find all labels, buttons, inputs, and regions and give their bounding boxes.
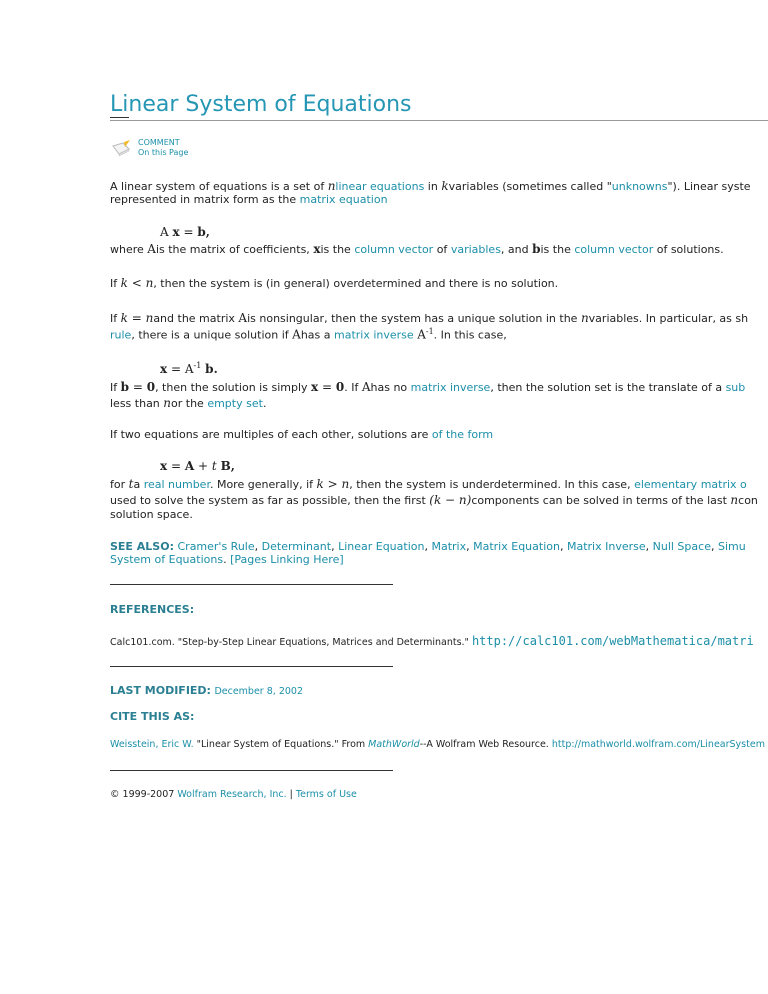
case-multiples: If two equations are multiples of each other, solutions are of the form — [110, 428, 494, 441]
footer: © 1999-2007 Wolfram Research, Inc. | Terms of Use — [110, 789, 357, 800]
title-divider — [110, 120, 768, 121]
mathworld-link[interactable]: MathWorld — [368, 739, 420, 750]
author-link[interactable]: Weisstein, Eric W. — [110, 739, 194, 750]
cite-url-link[interactable]: http://mathworld.wolfram.com/LinearSystem — [551, 739, 765, 750]
link-empty-set[interactable]: empty set — [207, 397, 263, 410]
cite-text: Weisstein, Eric W. "Linear System of Equations." From MathWorld--A Wolfram Web Resource. http://mathworld.wolfram.com/LinearSystem — [110, 739, 765, 750]
link-matrix-inverse-2[interactable]: matrix inverse — [410, 381, 491, 394]
reference-item: Calc101.com. "Step-by-Step Linear Equations, Matrices and Determinants." http://calc101.com/webMathematica/matri — [110, 634, 754, 648]
case-nonsingular-line-2: rule, there is a unique solution if Ahas a matrix inverse $A^{-1}$. In this case, — [110, 327, 507, 342]
link-column-vector-2[interactable]: column vector — [574, 243, 654, 256]
comment-sublabel[interactable]: On this Page — [138, 148, 189, 157]
case-nonsingular-line-1: If k = nand the matrix Ais nonsingular, then the system has a unique solution in the nvariables. In particular, as sh — [110, 311, 749, 325]
link-real-number[interactable]: real number — [143, 478, 210, 491]
comment-pencil-icon[interactable] — [111, 140, 133, 158]
equation-x-ainv-b: $x = A^{-1}$ b. — [160, 361, 218, 376]
case-underdetermined-line-1: for ta real number. More generally, if k > n, then the system is underdetermined. In this case, elementary matrix o — [110, 477, 747, 491]
case-zero-line-1: If b = 0, then the solution is simply x = 0. If Ahas no matrix inverse, then the solution set is the translate of a sub — [110, 380, 746, 394]
see-also-link[interactable]: Determinant — [261, 540, 332, 553]
wolfram-research-link[interactable]: Wolfram Research, Inc. — [177, 789, 287, 800]
equation-x-a-tb: x = A + t B, — [160, 459, 235, 473]
see-also-link[interactable]: Matrix Equation — [473, 540, 560, 553]
section-divider — [110, 584, 393, 585]
case-overdetermined: If k < n, then the system is (in general) overdetermined and there is no solution. — [110, 276, 559, 290]
link-elementary-matrix-operations[interactable]: elementary matrix o — [634, 478, 747, 491]
see-also: SEE ALSO: Cramer's Rule, Determinant, Linear Equation, Matrix, Matrix Equation, Matrix Inverse, Null Space, Simu — [110, 540, 746, 553]
page-title: Linear System of Equations — [110, 92, 412, 117]
reference-url-link[interactable]: http://calc101.com/webMathematica/matri — [471, 634, 754, 648]
link-matrix-equation[interactable]: matrix equation — [299, 193, 388, 206]
math-k: k — [441, 179, 449, 193]
comment-label[interactable]: COMMENT — [138, 138, 180, 147]
see-also-link[interactable]: Cramer's Rule — [177, 540, 255, 553]
link-cramers-rule[interactable]: rule — [110, 328, 132, 342]
equation-ax-b: A x = b, — [160, 225, 210, 239]
where-line: where Ais the matrix of coefficients, xis the column vector of variables, and bis the column vector of solutions. — [110, 242, 724, 256]
title-divider-accent — [110, 117, 129, 118]
link-variables[interactable]: variables — [450, 243, 501, 256]
see-also-link[interactable]: Simu — [717, 540, 746, 553]
section-divider — [110, 770, 393, 771]
intro-line-1: A linear system of equations is a set of nlinear equations in kvariables (sometimes called "unknowns"). Linear syste — [110, 179, 751, 193]
intro-line-2: represented in matrix form as the matrix equation — [110, 193, 388, 206]
last-modified-label: LAST MODIFIED: — [110, 684, 211, 697]
case-underdetermined-line-2: used to solve the system as far as possible, then the first (k − n)components can be solved in terms of the last ncon — [110, 493, 758, 507]
see-also-label: SEE ALSO: — [110, 540, 174, 553]
link-subspace[interactable]: sub — [725, 381, 746, 394]
see-also-link[interactable]: Matrix — [431, 540, 467, 553]
see-also-link[interactable]: Linear Equation — [338, 540, 425, 553]
link-matrix-inverse[interactable]: matrix inverse — [334, 328, 414, 342]
references-heading: REFERENCES: — [110, 603, 195, 616]
comment-link[interactable] — [138, 138, 188, 158]
see-also-link[interactable]: Null Space — [652, 540, 711, 553]
see-also-link[interactable]: System of Equations — [110, 553, 224, 566]
terms-of-use-link[interactable]: Terms of Use — [295, 789, 357, 800]
section-divider — [110, 666, 393, 667]
case-underdetermined-line-3: solution space. — [110, 508, 193, 521]
link-of-the-form[interactable]: of the form — [431, 428, 494, 441]
pages-linking-here-link[interactable]: [Pages Linking Here] — [230, 553, 344, 566]
see-also-link[interactable]: Matrix Inverse — [566, 540, 646, 553]
cite-heading: CITE THIS AS: — [110, 710, 195, 723]
link-unknowns[interactable]: unknowns — [611, 180, 668, 193]
link-linear-equations[interactable]: linear equations — [335, 180, 425, 193]
case-zero-line-2: less than nor the empty set. — [110, 396, 267, 410]
last-modified-date-link[interactable]: December 8, 2002 — [214, 686, 303, 697]
see-also-line-2: System of Equations. [Pages Linking Here] — [110, 553, 344, 566]
last-modified — [110, 684, 303, 697]
math-n: n — [327, 179, 336, 193]
link-column-vector[interactable]: column vector — [354, 243, 434, 256]
